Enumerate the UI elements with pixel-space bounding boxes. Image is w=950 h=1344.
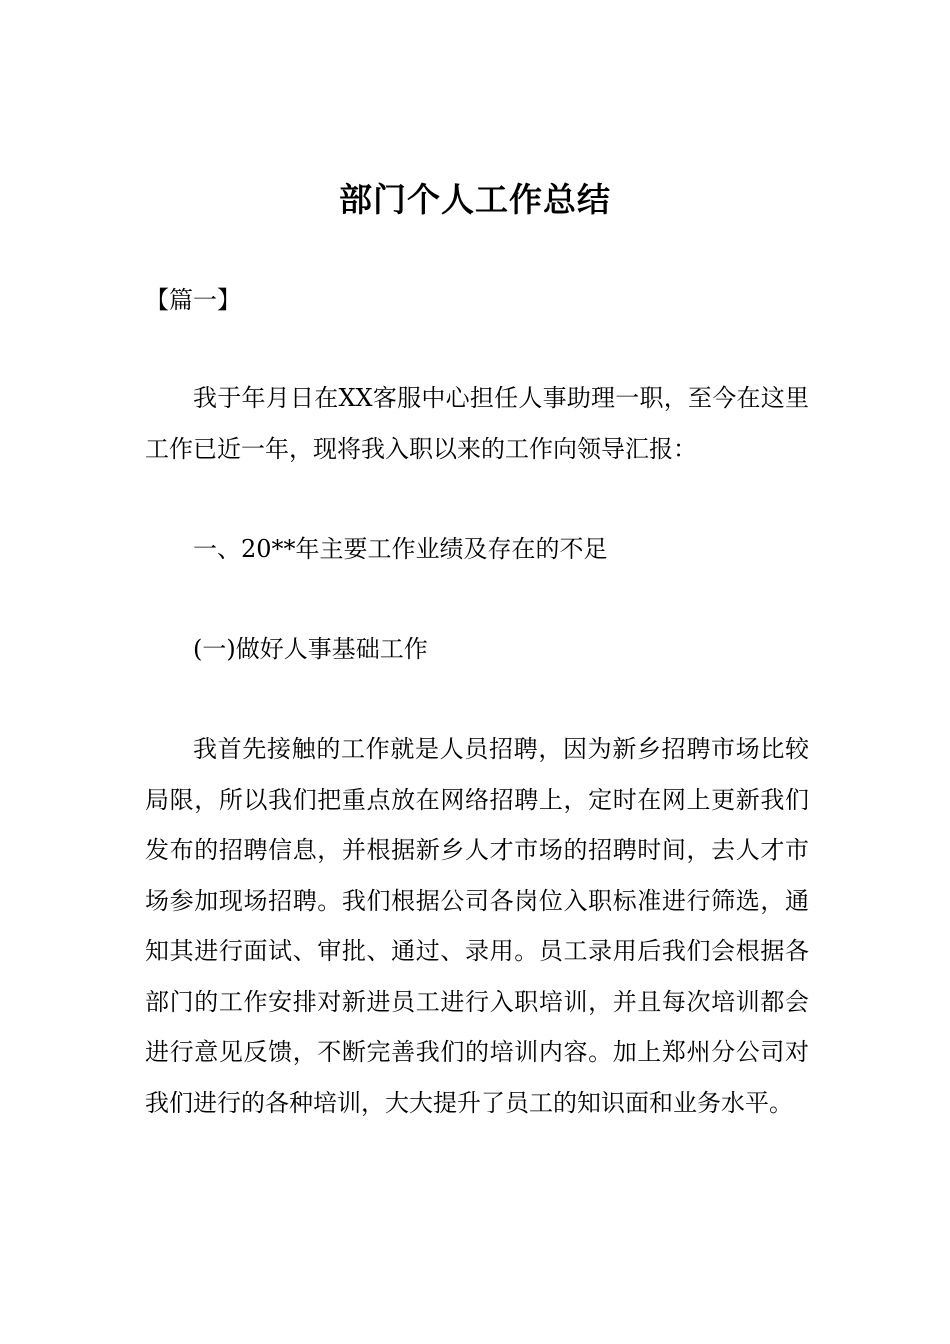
section-heading: 一、20**年主要工作业绩及存在的不足 bbox=[193, 535, 608, 563]
intro-paragraph: 我于年月日在XX客服中心担任人事助理一职，至今在这里工作已近一年，现将我入职以来的工作向领导汇报： bbox=[145, 384, 809, 463]
body-paragraph: 我首先接触的工作就是人员招聘，因为新乡招聘市场比较局限，所以我们把重点放在网络招聘上，定时在网上更新我们发布的招聘信息，并根据新乡人才市场的招聘时间，去人才市场参加现场招聘。我们根据公司各岗位入职标准进行筛选，通知其进行面试、审批、通过、录用。员工录用后我们会根据各部门的工作安排对新进员工进行入职培训，并且每次培训都会进行意见反馈，不断完善我们的培训内容。加上郑州分公司对我们进行的各种培训，大大提升了员工的知识面和业务水平。 bbox=[145, 735, 809, 1117]
document-title: 部门个人工作总结 bbox=[339, 180, 611, 219]
section-label: 【篇一】 bbox=[145, 286, 241, 314]
subsection-heading: (一)做好人事基础工作 bbox=[193, 635, 428, 663]
